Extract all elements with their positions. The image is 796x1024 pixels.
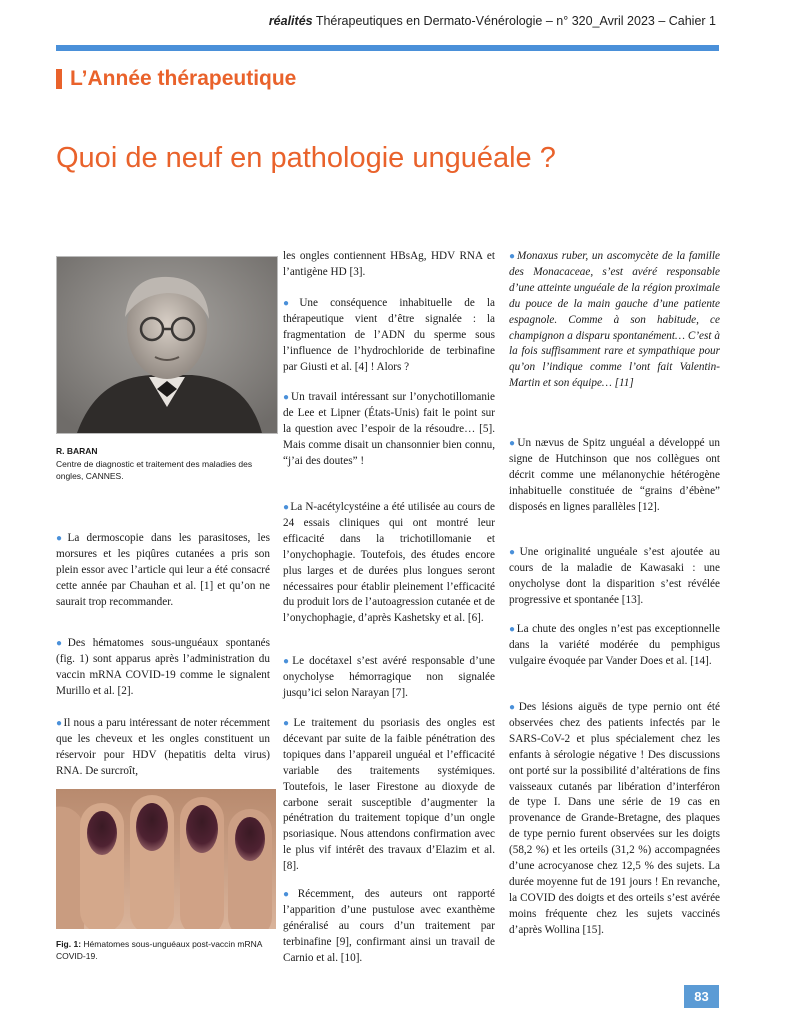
bullet-icon: ● (283, 656, 292, 667)
col2-paragraph: ●Un travail intéressant sur l’onychotillomanie de Lee et Lipner (États-Unis) fait le point sur la question avec l’espoir de la résoudre… [5]. Mais comme disait un chansonnier bien connu, “j’ai des doutes” ! (283, 391, 495, 467)
col1-paragraph: ●Des hématomes sous-unguéaux spontanés (fig. 1) sont apparus après l’administration du vaccin mRNA COVID-19 comme le signalent Murillo et al. [2]. (56, 637, 270, 697)
journal-brand: réalités (268, 14, 313, 28)
bullet-icon: ● (56, 638, 67, 649)
bullet-icon: ● (283, 502, 290, 513)
bullet-icon: ● (509, 438, 517, 449)
bullet-icon: ● (509, 251, 516, 262)
col3-paragraph: ●Des lésions aiguës de type pernio ont été observées chez des patients infectés par le SARS-CoV-2 et plus spécialement chez les enfants à sérologie négative ! Des discussions ont porté sur la possibilité d’altérations de fins vaisseaux cutanés par libération d’interféron de type I. Dans une série de 19 cas en provenance de Grande-Bretagne, des plaques de type pernio furent observées sur les doigts (58,2 %) et les orteils (31,2 %) accompagnées d’une acrocyanose chez 12,5 % des sujets. La durée moyenne fut de 191 jours ! En revanche, la COVID des doigts et des orteils s’est avérée moins fréquente chez les sujets vaccinés d’après Wollina [15]. (509, 701, 721, 936)
page-number: 83 (684, 985, 719, 1008)
author-photo (56, 256, 278, 434)
section-marker (56, 69, 62, 89)
author-name: R. BARAN (56, 446, 98, 456)
col3-paragraph: ●La chute des ongles n’est pas exceptionnelle dans la variété modérée du pemphigus vulgaire évoquée par Vander Does et al. [14]. (509, 623, 720, 667)
bullet-icon: ● (56, 718, 63, 729)
col3-paragraph: ●Monaxus ruber, un ascomycète de la famille des Monacaceae, s’est avéré responsable d’une atteinte unguéale de la région proximale du pouce de la main gauche d’une patiente espagnole. Comme à son habitude, ce champignon a disparu spontanément… C’est à la fois suffisamment rare et sympathique pour qu’on l’indique comme l’ont fait Valentin-Martin et son équipe… [11] (509, 250, 720, 390)
col2-paragraph: les ongles contiennent HBsAg, HDV RNA et l’antigène HD [3]. (283, 250, 495, 278)
bullet-icon: ● (283, 298, 299, 309)
col3-paragraph: ●Un nævus de Spitz unguéal a développé un signe de Hutchinson que nos collègues ont décrit comme une mélanonychie hétérogène inhabituelle constituée de “grains d’ébène” disposés en lignes parallèles [12]. (509, 437, 720, 513)
col1-paragraph: ●La dermoscopie dans les parasitoses, les morsures et les piqûres cutanées a pris son plein essor avec l’article qui leur a été consacré cette année par Chauhan et al. [1] et qu’on ne saurait trop recommander. (56, 532, 270, 608)
journal-issue: Thérapeutiques en Dermato-Vénérologie – n° 320_Avril 2023 – Cahier 1 (312, 14, 716, 28)
figure-label: Fig. 1: (56, 939, 82, 949)
col2-paragraph: ●Le traitement du psoriasis des ongles est décevant par suite de la faible pénétration des topiques dans l’appareil unguéal et l’efficacité variable des traitements systémiques. Toutefois, le laser Firestone au dioxyde de carbone serait susceptible d’augmenter la pénétration du traitement topique d’un ongle psoriasique. Nous attendons confirmation avec le plus vif intérêt des travaux d’Elazim et al. [8]. (283, 717, 496, 873)
bullet-icon: ● (56, 533, 67, 544)
bullet-icon: ● (283, 718, 293, 729)
col2-paragraph: ●La N-acétylcystéine a été utilisée au cours de 24 essais cliniques qui ont montré leur efficacité dans la trichotillomanie et l’onychophagie. Toutefois, des études encore plus larges et de durées plus longues seront nécessaires pour établir pleinement l’efficacité du produit lors de l’autoagression cutanée et de l’onychophagie, d’après Kashetsky et al. [6]. (283, 501, 495, 625)
author-affiliation: Centre de diagnostic et traitement des maladies des ongles, CANNES. (56, 459, 253, 481)
journal-header (269, 14, 716, 28)
header-rule (56, 45, 719, 51)
col3-paragraph: ●Une originalité unguéale s’est ajoutée au cours de la maladie de Kawasaki : une onycholyse dont la disparition s’est révélée progressive et spontanée [13]. (509, 546, 720, 606)
bullet-icon: ● (283, 392, 291, 403)
section-label (56, 67, 296, 91)
figure-caption-text: Hématomes sous-unguéaux post-vaccin mRNA COVID-19. (56, 939, 262, 961)
bullet-icon: ● (509, 547, 519, 558)
col1-paragraph: ●Il nous a paru intéressant de noter récemment que les cheveux et les ongles constituent un réservoir pour HDV (hepatitis delta virus) RNA. De surcroît, (56, 717, 270, 777)
section-title: L’Année thérapeutique (70, 67, 297, 90)
bullet-icon: ● (509, 702, 518, 713)
col2-paragraph: ●Le docétaxel s’est avéré responsable d’une onycholyse hémorragique non signalée jusqu’ici selon Narayan [7]. (283, 655, 495, 699)
col2-paragraph: ●Une conséquence inhabituelle de la thérapeutique vient d’être signalée : la fragmentation de l’ADN du sperme sous l’influence de l’hydrochloride de terbinafine par Giusti et al. [4] ! Alors ? (283, 297, 495, 373)
figure-nail-hematomas (56, 789, 276, 929)
bullet-icon: ● (509, 624, 516, 635)
col2-paragraph: ●Récemment, des auteurs ont rapporté l’apparition d’une pustulose avec exanthème généralisé au cours d’un traitement par terbinafine [9], confirmant ainsi un travail de Carnio et al. [10]. (283, 888, 495, 964)
article-title: Quoi de neuf en pathologie unguéale ? (56, 142, 556, 174)
bullet-icon: ● (283, 889, 297, 900)
figure-caption (56, 938, 276, 962)
